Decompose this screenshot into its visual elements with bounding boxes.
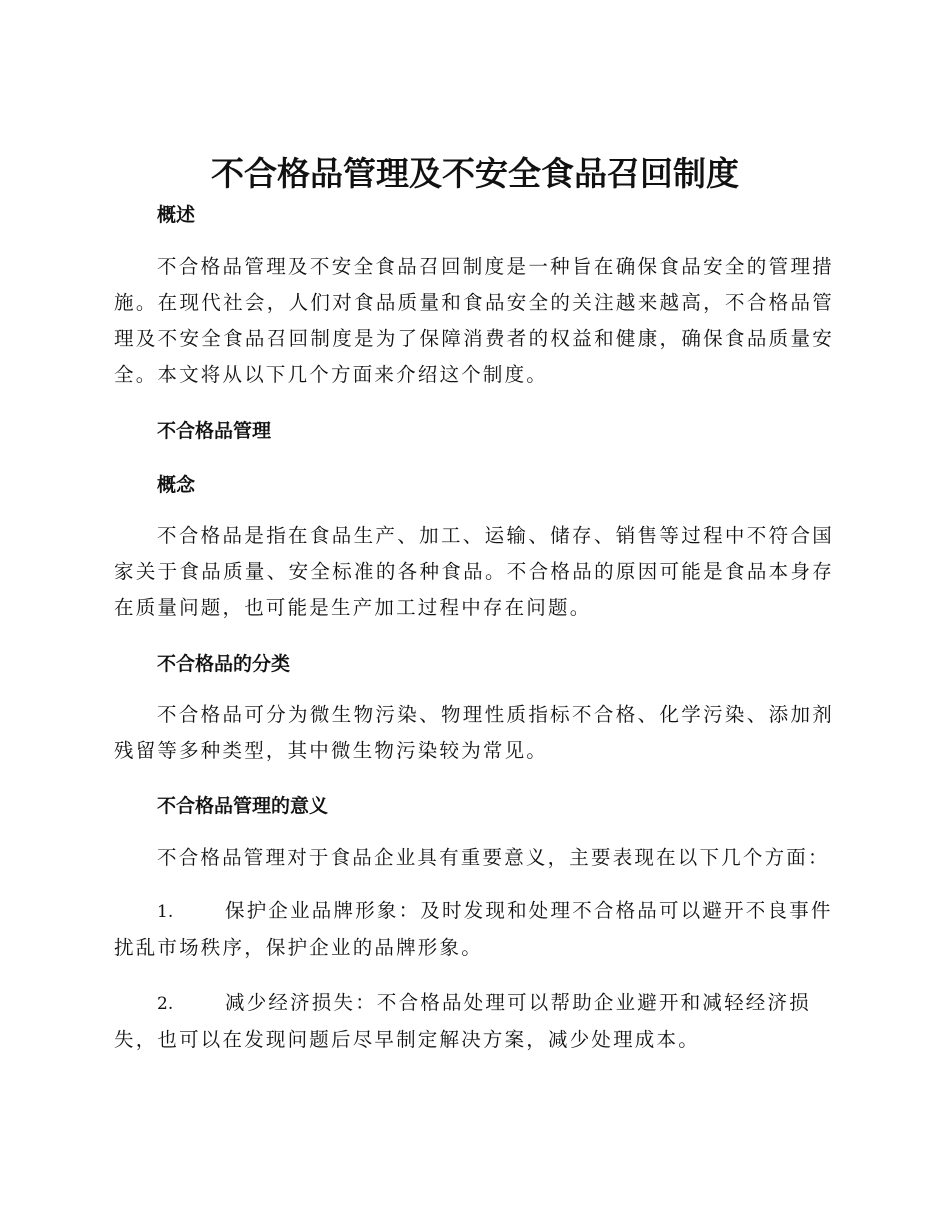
section-heading-management: 不合格品管理 [157,420,272,442]
paragraph-concept: 不合格品是指在食品生产、加工、运输、储存、销售等过程中不符合国家关于食品质量、安全标准的各种食品。不合格品的原因可能是食品本身存在质量问题，也可能是生产加工过程中存在问题。 [114,524,834,619]
list-item-text: 保护企业品牌形象：及时发现和处理不合格品可以避开不良事件扰乱市场秩序，保护企业的品牌形象。 [114,899,833,959]
list-item-1 [114,893,834,966]
paragraph-classification: 不合格品可分为微生物污染、物理性质指标不合格、化学污染、添加剂残留等多种类型，其中微生物污染较为常见。 [114,703,834,762]
section-heading-overview: 概述 [157,204,196,226]
document-title: 不合格品管理及不安全食品召回制度 [211,154,739,193]
list-item-text: 减少经济损失：不合格品处理可以帮助企业避开和减轻经济损失，也可以在发现问题后尽早制定解决方案，减少处理成本。 [114,991,811,1051]
list-item-number: 2. [157,994,174,1014]
list-item-2 [114,985,834,1058]
paragraph-significance-intro: 不合格品管理对于食品企业具有重要意义，主要表现在以下几个方面： [157,846,830,869]
section-heading-significance: 不合格品管理的意义 [157,795,329,817]
section-heading-classification: 不合格品的分类 [157,653,291,675]
list-item-number: 1. [157,902,174,922]
section-heading-concept: 概念 [157,474,196,496]
paragraph-overview: 不合格品管理及不安全食品召回制度是一种旨在确保食品安全的管理措施。在现代社会，人们对食品质量和食品安全的关注越来越高，不合格品管理及不安全食品召回制度是为了保障消费者的权益和健康，确保食品质量安全。本文将从以下几个方面来介绍这个制度。 [114,255,834,386]
